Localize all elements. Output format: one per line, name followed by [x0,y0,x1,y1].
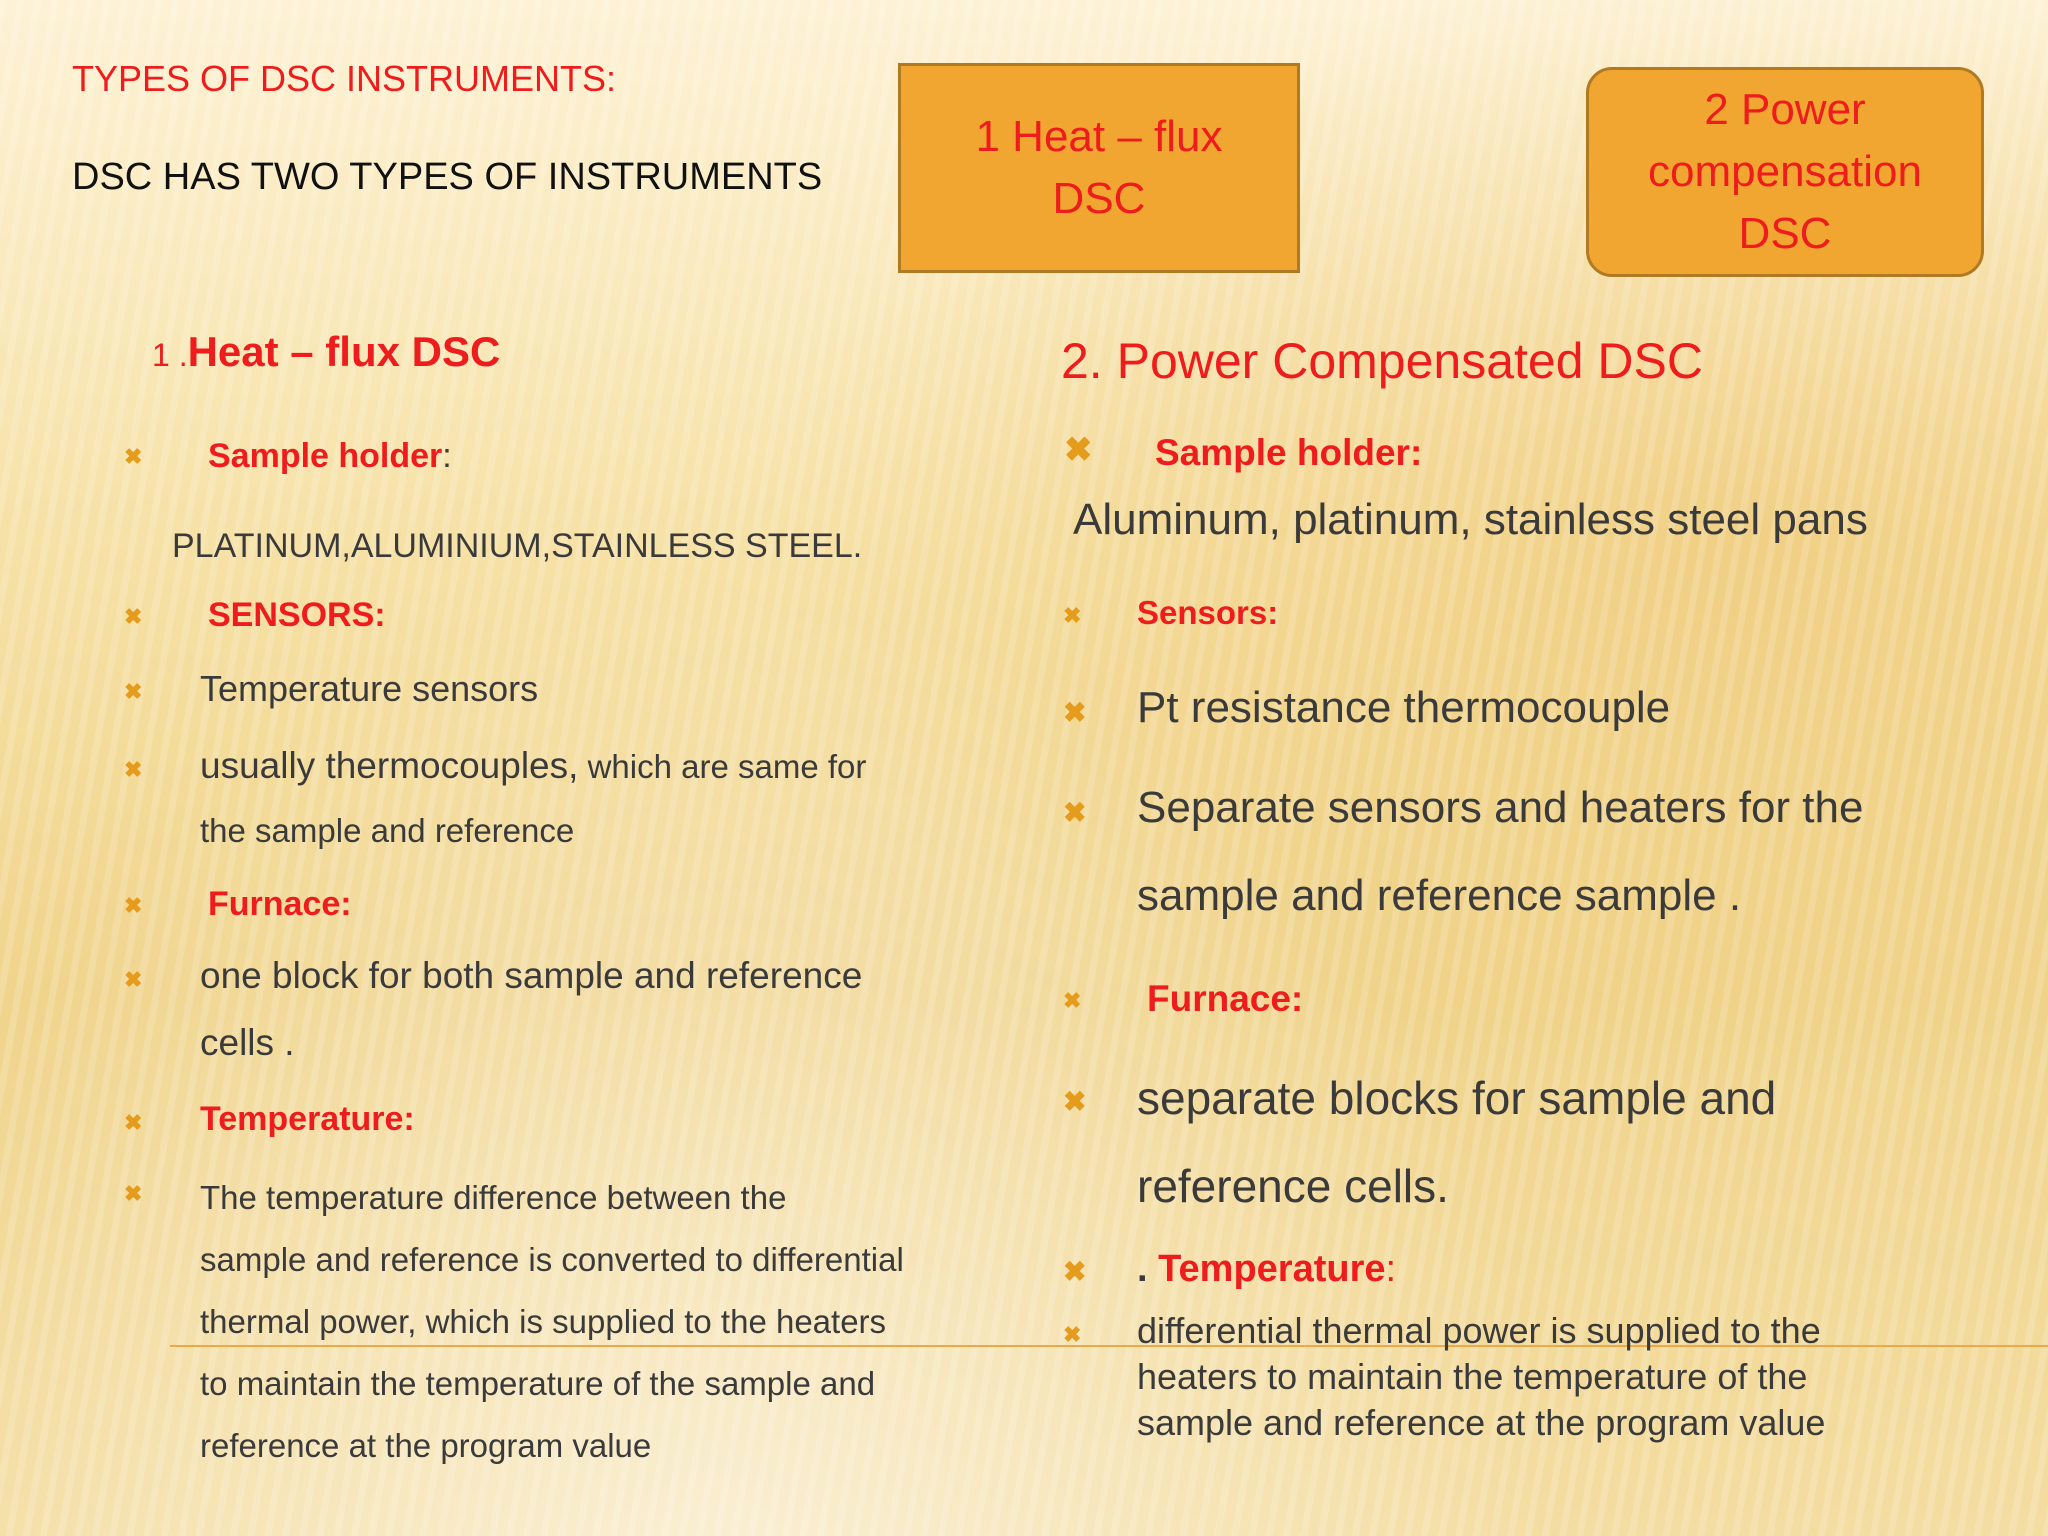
heat-flux-box-label: 1 Heat – flux DSC [975,112,1223,223]
right-temperature-line: heaters to maintain the temperature of the [1137,1356,1808,1397]
right-temperature-text-block [1137,1308,1825,1446]
left-thermocouples-line1 [200,745,866,787]
cross-mark-icon: ✖ [1063,797,1087,828]
right-sample-holder-value: Aluminum, platinum, stainless steel pans [1073,495,1868,544]
left-thermocouples-part1: usually thermocouples, [200,745,579,786]
slide-subtitle: DSC HAS TWO TYPES OF INSTRUMENTS [72,156,823,198]
power-compensation-box-label: 2 Power compensation DSC [1648,85,1922,258]
power-compensation-box [1586,67,1984,277]
left-sample-holder-colon: : [442,437,452,475]
right-temperature-colon: : [1385,1248,1397,1290]
left-temperature-line: thermal power, which is supplied to the heaters [200,1303,887,1340]
cross-mark-icon: ✖ [1063,1086,1087,1117]
left-furnace-line2: cells . [200,1022,295,1063]
slide-title: TYPES OF DSC INSTRUMENTS: [72,58,617,99]
cross-mark-icon: ✖ [1063,697,1087,728]
cross-mark-icon: ✖ [1063,603,1082,628]
cross-mark-icon: ✖ [124,679,143,704]
left-heading-text: Heat – flux DSC [187,328,501,375]
left-sensors-label: SENSORS: [208,596,386,634]
right-pt-resistance: Pt resistance thermocouple [1137,683,1671,732]
heat-flux-box [898,63,1300,273]
cross-mark-icon: ✖ [1063,1256,1087,1287]
left-temperature-sensors: Temperature sensors [200,668,539,709]
left-heading-number: 1 . [152,337,188,373]
right-temperature-label [1137,1248,1396,1291]
right-temperature-text: Temperature [1158,1248,1386,1290]
right-sample-holder-label: Sample holder: [1155,432,1423,473]
right-blocks-line1: separate blocks for sample and [1137,1072,1777,1124]
left-heading [152,328,500,376]
cross-mark-icon: ✖ [124,893,143,918]
left-temperature-line: reference at the program value [200,1427,652,1464]
right-temperature-dot: . [1137,1248,1159,1290]
cross-mark-icon: ✖ [1063,988,1082,1013]
cross-mark-icon: ✖ [124,757,143,782]
right-separate-line2: sample and reference sample . [1137,871,1742,920]
cross-mark-icon: ✖ [124,604,143,629]
left-temperature-line: sample and reference is converted to differential [200,1241,904,1278]
cross-mark-icon: ✖ [124,1181,143,1206]
right-blocks-line2: reference cells. [1137,1160,1449,1212]
left-furnace-label: Furnace: [208,885,352,923]
left-sample-holder-value: PLATINUM,ALUMINIUM,STAINLESS STEEL. [172,527,863,565]
right-furnace-label: Furnace: [1147,978,1304,1019]
left-temperature-label: Temperature: [200,1100,415,1138]
left-thermocouples-line2: the sample and reference [200,812,575,849]
left-furnace-line1: one block for both sample and reference [200,955,863,996]
left-temperature-line: to maintain the temperature of the sample and [200,1365,876,1402]
left-sample-holder-text: Sample holder [208,437,443,475]
cross-mark-icon: ✖ [1064,431,1093,469]
left-temperature-text [200,1167,904,1477]
right-sensors-label: Sensors: [1137,594,1279,631]
right-temperature-line: sample and reference at the program value [1137,1402,1826,1443]
cross-mark-icon: ✖ [124,444,143,469]
right-heading: 2. Power Compensated DSC [1061,333,1703,389]
left-thermocouples-part2: which are same for [578,748,867,785]
cross-mark-icon: ✖ [124,1110,143,1135]
left-temperature-line: The temperature difference between the [200,1179,787,1216]
left-sample-holder-label [208,437,452,476]
right-temperature-line: differential thermal power is supplied to the [1137,1310,1821,1351]
right-separate-line1: Separate sensors and heaters for the [1137,783,1864,832]
cross-mark-icon: ✖ [124,967,143,992]
cross-mark-icon: ✖ [1063,1322,1082,1347]
